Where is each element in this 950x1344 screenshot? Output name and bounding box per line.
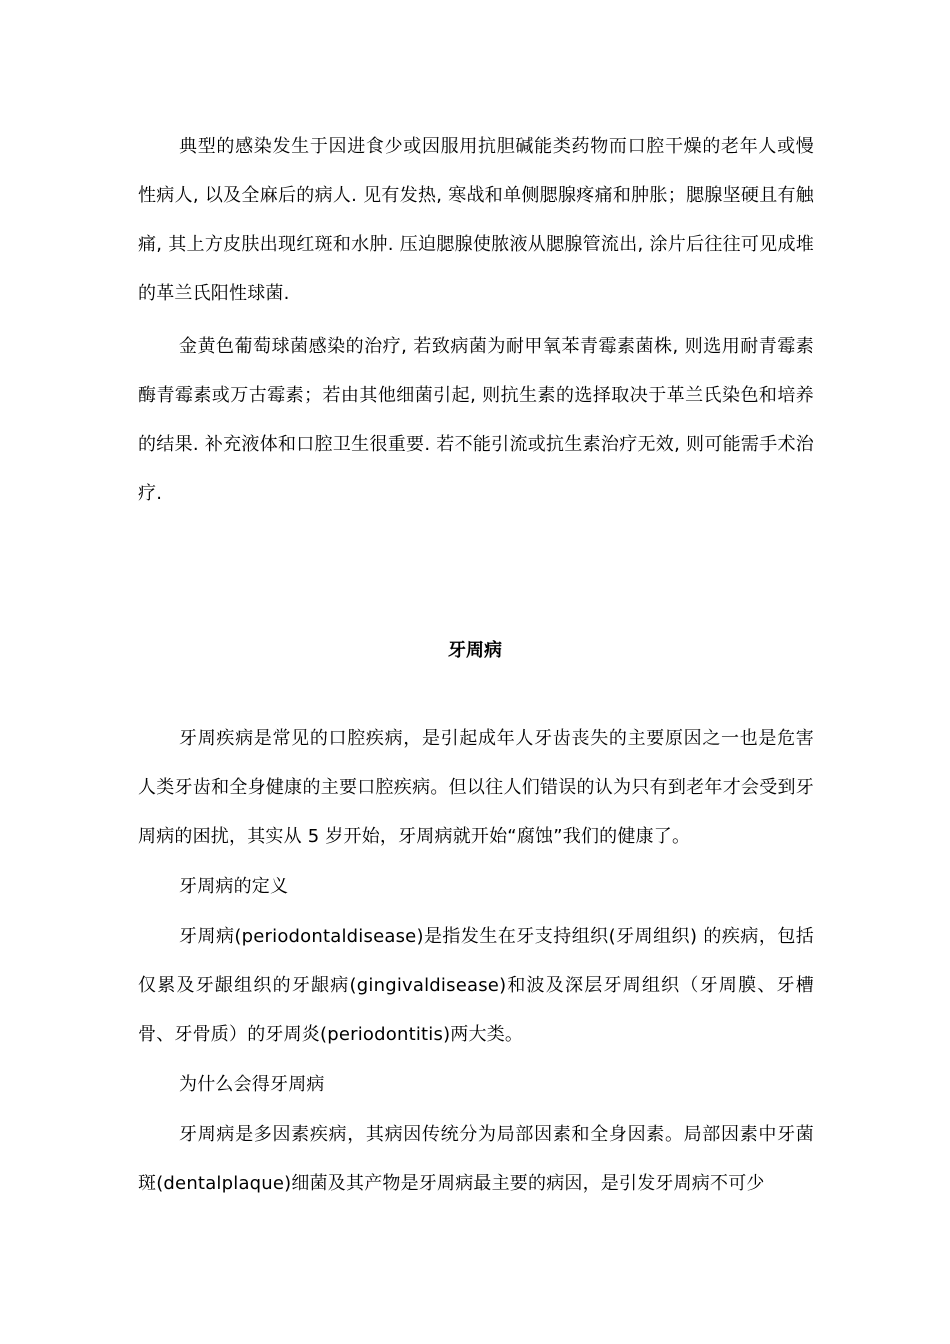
subheading-definition: 牙周病的定义 <box>179 876 289 897</box>
subheading-causes: 为什么会得牙周病 <box>179 1074 325 1095</box>
paragraph-causes: 牙周病是多因素疾病，其病因传统分为局部因素和全身因素。局部因素中牙菌斑(dentalplaque)细菌及其产物是牙周病最主要的病因，是引发牙周病不可少 <box>138 1124 814 1194</box>
section-title: 牙周病 <box>448 640 502 661</box>
paragraph-definition: 牙周病(periodontaldisease)是指发生在牙支持组织(牙周组织) 的疾病，包括仅累及牙龈组织的牙龈病(gingivaldisease)和波及深层牙周组织（牙周膜、牙槽骨、牙骨质）的牙周炎(periodontitis)两大类。 <box>138 926 814 1045</box>
paragraph-infection-description: 典型的感染发生于因进食少或因服用抗胆碱能类药物而口腔干燥的老年人或慢性病人, 以及全麻后的病人. 见有发热, 寒战和单侧腮腺疼痛和肿胀；腮腺坚硬且有触痛, 其上方皮肤出现红斑和水肿. 压迫腮腺使脓液从腮腺管流出, 涂片后往往可见成堆的革兰氏阳性球菌. <box>138 136 814 304</box>
paragraph-treatment: 金黄色葡萄球菌感染的治疗, 若致病菌为耐甲氧苯青霉素菌株, 则选用耐青霉素酶青霉素或万古霉素；若由其他细菌引起, 则抗生素的选择取决于革兰氏染色和培养的结果. 补充液体和口腔卫生很重要. 若不能引流或抗生素治疗无效, 则可能需手术治疗. <box>138 336 814 504</box>
paragraph-periodontal-intro: 牙周疾病是常见的口腔疾病，是引起成年人牙齿丧失的主要原因之一也是危害人类牙齿和全身健康的主要口腔疾病。但以往人们错误的认为只有到老年才会受到牙周病的困扰，其实从 5 岁开始，牙周病就开始“腐蚀”我们的健康了。 <box>138 728 814 847</box>
